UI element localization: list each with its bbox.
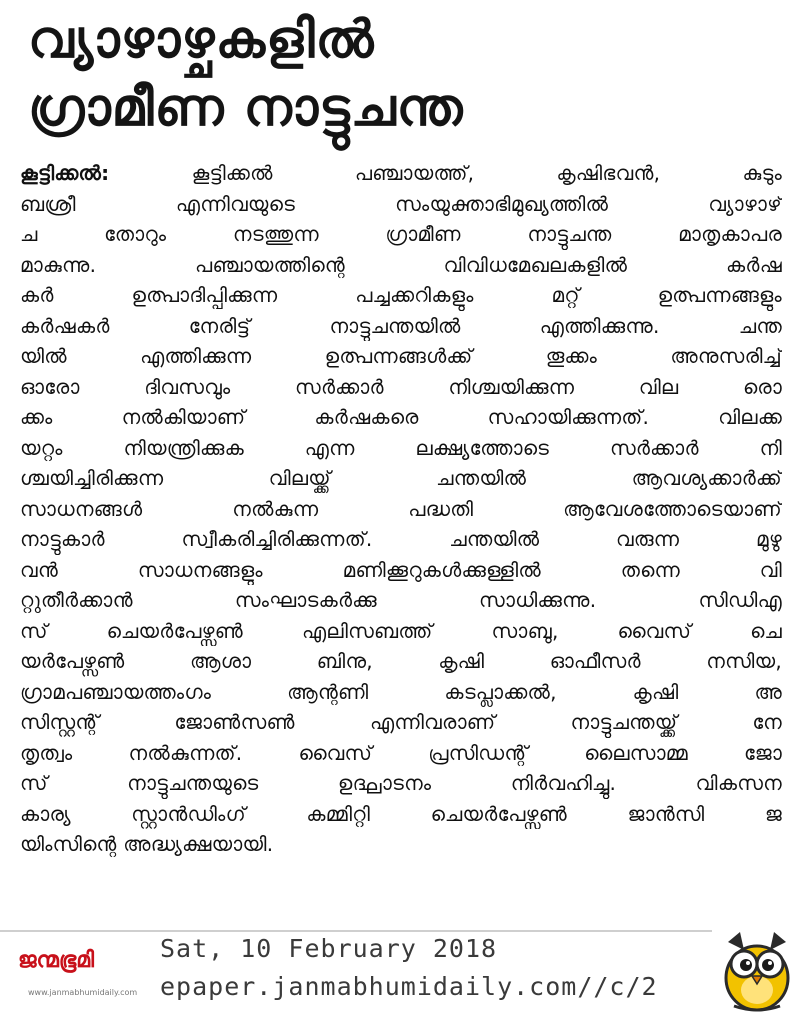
article-line: സ് ചെയർപേഴ്സൺ എലിസബത്ത് സാബു, വൈസ് ചെ: [20, 618, 782, 643]
article-line: യറ്റം നിയന്ത്രിക്കുക എന്ന ലക്ഷ്യത്തോടെ സർക്കാർ നി: [20, 435, 782, 460]
logo-text: ജന്മഭൂമി: [18, 948, 94, 973]
article-line: സ് നാട്ടുചന്തയുടെ ഉദ്ഘാടനം നിർവഹിച്ചു. വികസന: [20, 771, 782, 795]
article-line-text: കൂട്ടിക്കൽ പഞ്ചായത്ത്, കൃഷിഭവൻ, കുടും: [109, 161, 782, 185]
article-line: വൻ സാധനങ്ങളും മണിക്കൂറുകൾക്കുള്ളിൽ തന്നെ വി: [20, 557, 782, 582]
footer-divider: [0, 930, 712, 932]
article-line: ക്കം നൽകിയാണ് കർഷകരെ സഹായിക്കുന്നത്. വിലക്ക: [20, 405, 782, 429]
article-line: തൃത്വം നൽകുന്നത്. വൈസ് പ്രസിഡന്റ് ലൈസാമ്മ ജോ: [20, 740, 782, 765]
edition-date: Sat, 10 February 2018: [160, 934, 498, 963]
article-line: മാകുന്നു. പഞ്ചായത്തിന്റെ വിവിധമേഖലകളിൽ കർഷ: [20, 252, 782, 277]
article-line: നാട്ടുകാർ സ്വീകരിച്ചിരിക്കുന്നത്. ചന്തയിൽ വരുന്ന മുഴു: [20, 527, 782, 551]
article-line: ഗ്രാമപഞ്ചായത്തംഗം ആന്റണി കടപ്ലാക്കൽ, കൃഷി അ: [20, 679, 782, 704]
article-line: യിൽ എത്തിക്കുന്ന ഉത്പന്നങ്ങൾക്ക് തൂക്കം അനുസരിച്ച്: [20, 344, 782, 368]
dateline: കൂട്ടിക്കൽ:: [20, 161, 110, 185]
article-line: കർ ഉത്പാദിപ്പിക്കുന്ന പച്ചക്കറികളും മറ്റ് ഉത്പന്നങ്ങളും: [20, 283, 782, 307]
article-line: യർപേഴ്സൺ ആശാ ബിനു, കൃഷി ഓഫീസർ നസിയ,: [20, 649, 782, 673]
article-line: സാധനങ്ങൾ നൽകുന്ന പദ്ധതി ആവേശത്തോടെയാണ്: [20, 496, 782, 521]
article-line: യിംസിന്റെ അദ്ധ്യക്ഷയായി.: [20, 832, 274, 856]
article-body: [20, 158, 782, 860]
headline-line-1: വ്യാഴാഴ്ചകളിൽ: [28, 10, 375, 70]
article-line: സിസ്റ്റന്റ് ജോൺസൺ എന്നിവരാണ് നാട്ടുചന്തയ്ക്ക് നേ: [20, 710, 782, 734]
epaper-url[interactable]: epaper.janmabhumidaily.com//c/2: [160, 972, 658, 1001]
article-line: ശ്ചയിച്ചിരിക്കുന്ന വിലയ്ക്ക് ചന്തയിൽ ആവശ്യക്കാർക്ക്: [20, 466, 782, 490]
headline-line-2: ഗ്രാമീണ നാട്ടുചന്ത: [28, 78, 464, 138]
article-line: കർഷകർ നേരിട്ട് നാട്ടുചന്തയിൽ എത്തിക്കുന്നു. ചന്ത: [20, 313, 782, 338]
article-line: [20, 158, 782, 189]
logo-url: www.janmabhumidaily.com: [28, 988, 138, 997]
headline: [28, 6, 778, 142]
article-line: ബശ്രീ എന്നിവയുടെ സംയുക്താഭിമുഖ്യത്തിൽ വ്യാഴാഴ്: [20, 191, 782, 216]
article-line: റ്റുതീർക്കാൻ സംഘാടകർക്കു സാധിക്കുന്നു. സിഡിഎ: [20, 588, 782, 612]
article-line: കാര്യ സ്റ്റാൻഡിംഗ് കമ്മിറ്റി ചെയർപേഴ്സൺ ജാൻസി ജ: [20, 801, 782, 826]
newspaper-logo: [8, 940, 148, 1006]
owl-icon: [720, 928, 794, 1012]
article-line: ഓരോ ദിവസവും സർക്കാർ നിശ്ചയിക്കുന്ന വില രൊ: [20, 374, 782, 399]
article-line: ച തോറും നടത്തുന്ന ഗ്രാമീണ നാട്ടുചന്ത മാതൃകാപര: [20, 222, 782, 246]
